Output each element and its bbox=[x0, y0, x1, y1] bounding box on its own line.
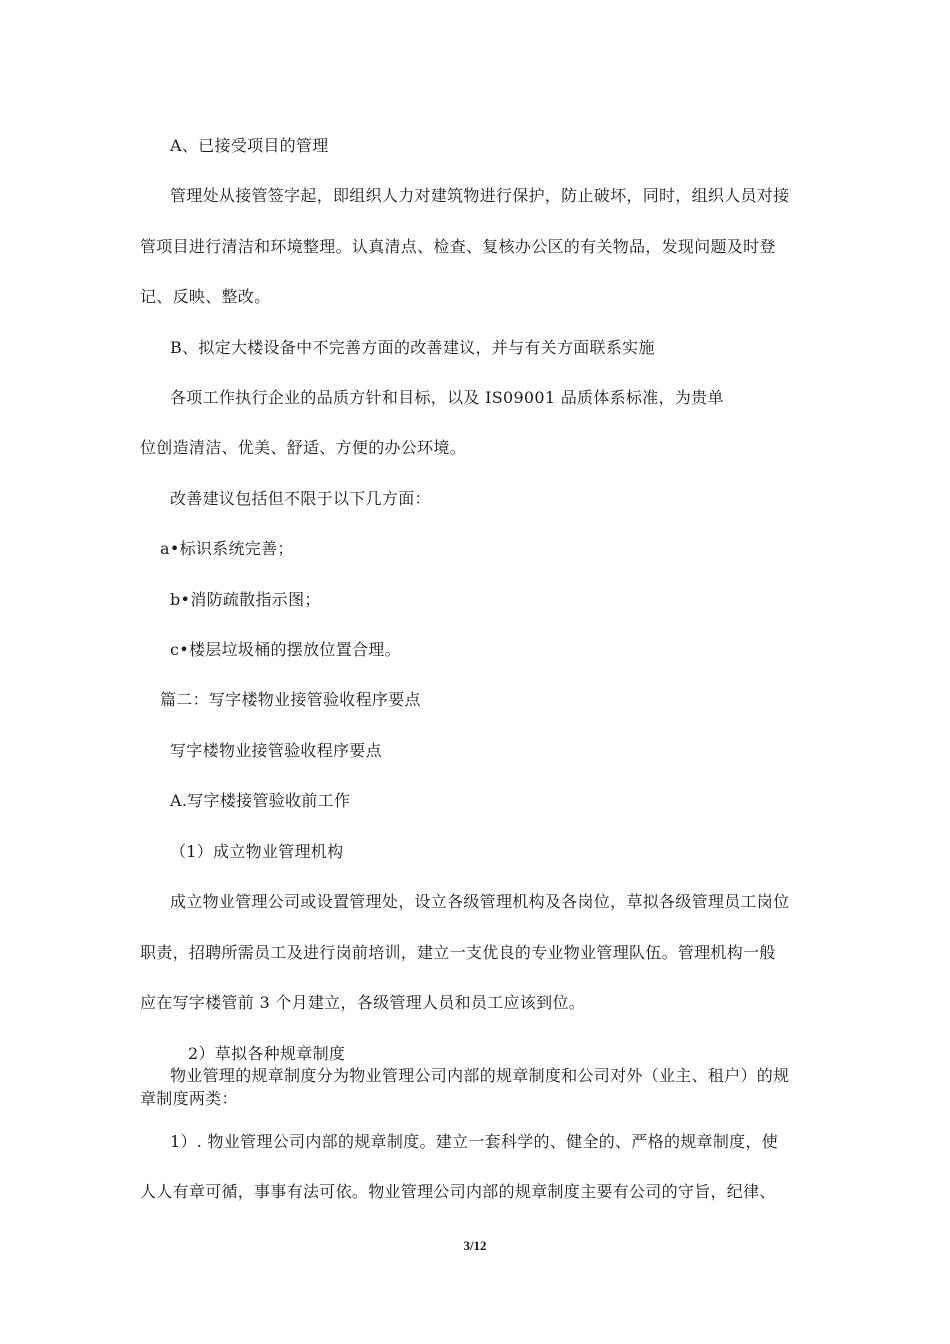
paragraph-line: B、拟定大楼设备中不完善方面的改善建议，并与有关方面联系实施 bbox=[170, 338, 655, 357]
paragraph-line: 应在写字楼管前 3 个月建立，各级管理人员和员工应该到位。 bbox=[140, 993, 586, 1012]
paragraph-line: A.写字楼接管验收前工作 bbox=[170, 791, 351, 810]
paragraph-line: 1）. 物业管理公司内部的规章制度。建立一套科学的、健全的、严格的规章制度，使 bbox=[170, 1132, 779, 1151]
paragraph-line: 位创造清洁、优美、舒适、方便的办公环境。 bbox=[140, 438, 467, 457]
paragraph-line: 改善建议包括但不限于以下几方面： bbox=[170, 489, 431, 508]
section-subtitle: 写字楼物业接管验收程序要点 bbox=[170, 741, 382, 760]
list-item: c•楼层垃圾桶的摆放位置合理。 bbox=[170, 640, 401, 659]
paragraph-line: 各项工作执行企业的品质方针和目标，以及 IS09001 品质体系标准，为贵单 bbox=[170, 388, 724, 407]
paragraph-line: 管理处从接管签字起，即组织人力对建筑物进行保护，防止破坏，同时，组织人员对接 bbox=[170, 186, 790, 205]
page-number: 3/12 bbox=[463, 1238, 487, 1253]
paragraph-line: （1）成立物业管理机构 bbox=[170, 842, 344, 861]
paragraph-line: A、已接受项目的管理 bbox=[170, 136, 329, 155]
paragraph-line: 章制度两类： bbox=[140, 1089, 238, 1108]
paragraph-line: 物业管理的规章制度分为物业管理公司内部的规章制度和公司对外（业主、租户）的规 bbox=[170, 1066, 790, 1085]
section-heading: 篇二：写字楼物业接管验收程序要点 bbox=[160, 690, 421, 709]
paragraph-line: 记、反映、整改。 bbox=[140, 287, 271, 306]
paragraph-line: 管项目进行清洁和环境整理。认真清点、检查、复核办公区的有关物品，发现问题及时登 bbox=[140, 237, 776, 256]
paragraph-line: 职责，招聘所需员工及进行岗前培训，建立一支优良的专业物业管理队伍。管理机构一般 bbox=[140, 943, 776, 962]
paragraph-line: 2）草拟各种规章制度 bbox=[188, 1044, 346, 1063]
paragraph-line: 成立物业管理公司或设置管理处，设立各级管理机构及各岗位，草拟各级管理员工岗位 bbox=[170, 892, 790, 911]
paragraph-line: 人人有章可循，事事有法可依。物业管理公司内部的规章制度主要有公司的守旨，纪律、 bbox=[140, 1182, 776, 1201]
list-item: b•消防疏散指示图； bbox=[170, 590, 321, 609]
list-item: a•标识系统完善； bbox=[160, 539, 294, 558]
